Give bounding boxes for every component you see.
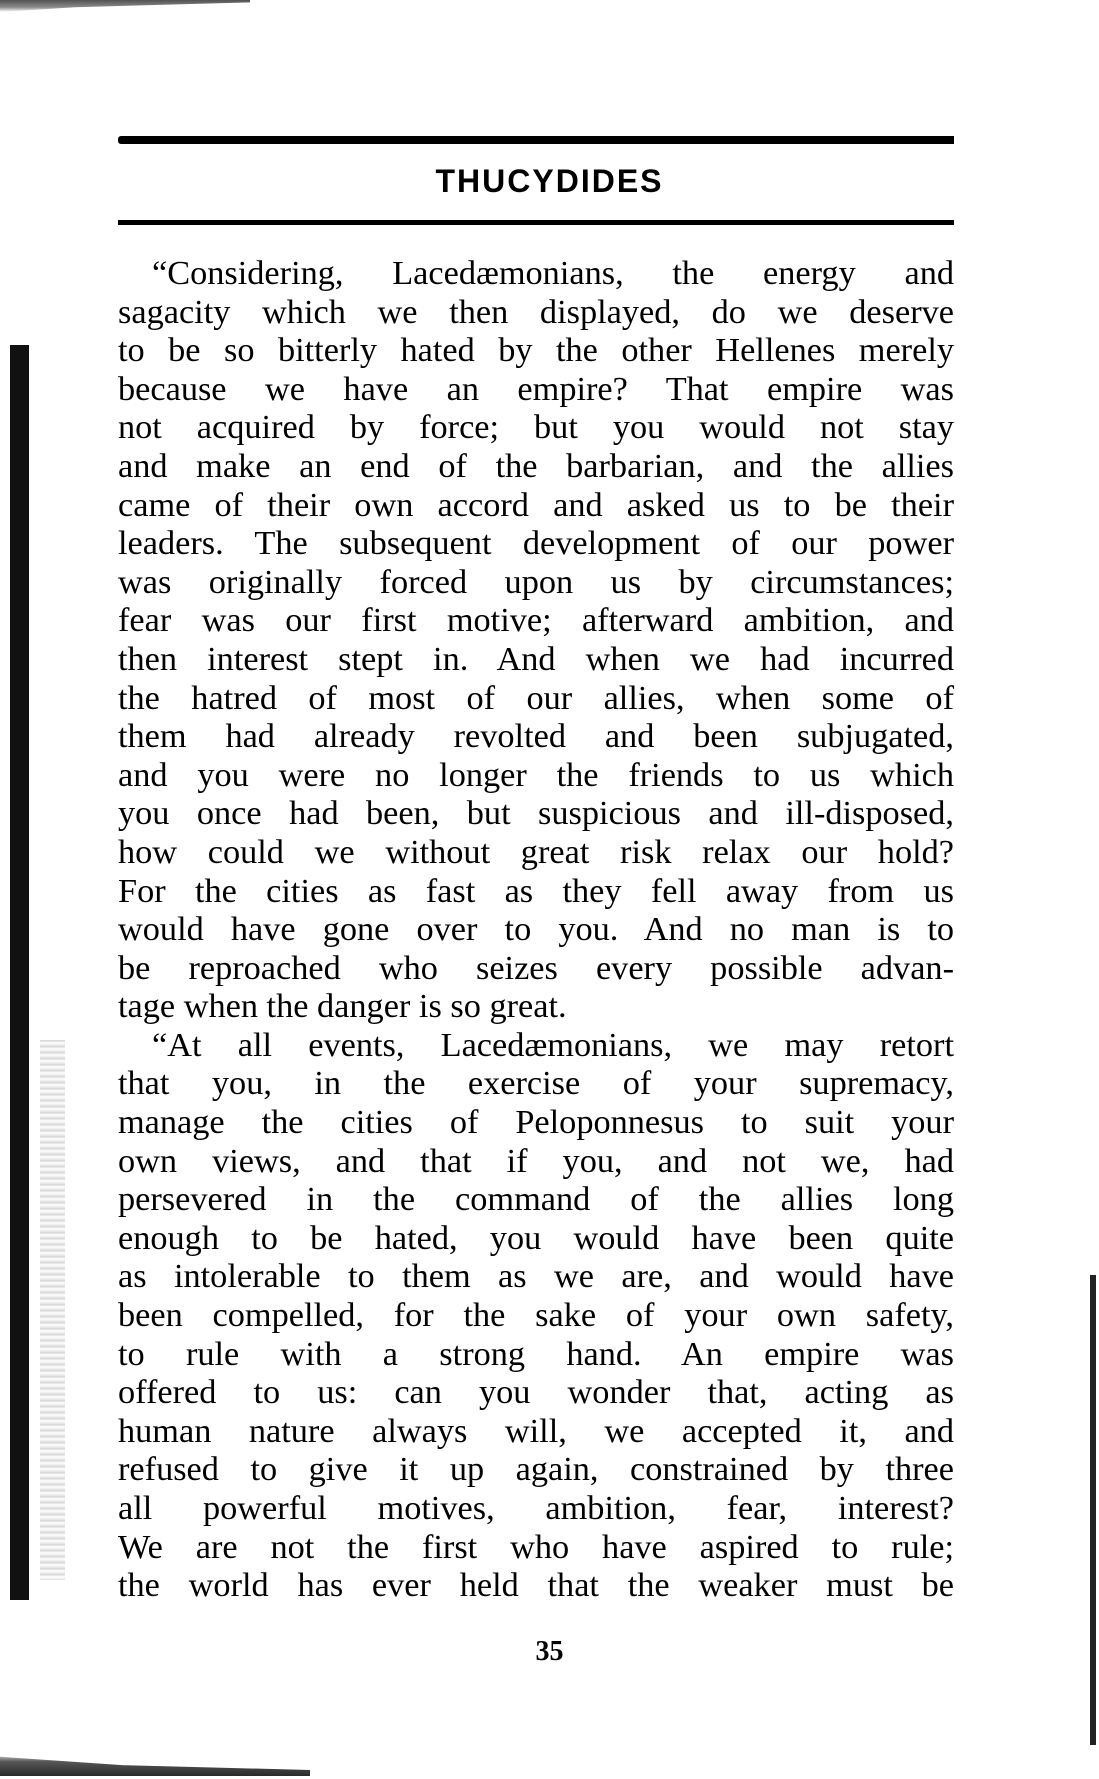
text-line: We are not the first who have aspired to rule; [118,1527,954,1566]
text-line: came of their own accord and asked us to be their [118,485,954,524]
text-line: them had already revolted and been subjugated, [118,717,954,756]
text-line: persevered in the command of the allies long [118,1180,954,1219]
running-head: THUCYDIDES [435,163,664,199]
text-line: the hatred of most of our allies, when some of [118,678,954,717]
text-line: enough to be hated, you would have been quite [118,1218,954,1257]
text-line: be reproached who seizes every possible advan- [118,948,954,987]
text-line: as intolerable to them as we are, and would have [118,1257,954,1296]
text-line: because we have an empire? That empire was [118,369,954,408]
text-line: how could we without great risk relax our hold? [118,832,954,871]
text-line: was originally forced upon us by circumstances; [118,562,954,601]
scan-artifact-right-bar [1090,1275,1096,1745]
text-line: and you were no longer the friends to us which [118,755,954,794]
text-line: “At all events, Lacedæmonians, we may retort [152,1025,954,1064]
text-line: and make an end of the barbarian, and the allies [118,446,954,485]
scan-artifact-top [0,0,250,12]
text-line: leaders. The subsequent development of our power [118,524,954,563]
scan-artifact-left-bar [10,345,29,1600]
header-rule-bottom [118,220,954,225]
text-line: would have gone over to you. And no man is to [118,910,954,949]
text-line: fear was our first motive; afterward ambition, and [118,601,954,640]
page-number: 35 [535,1636,564,1667]
text-line: “Considering, Lacedæmonians, the energy and [152,254,954,292]
text-line: refused to give it up again, constrained by three [118,1450,954,1489]
text-line: that you, in the exercise of your supremacy, [118,1064,954,1103]
paragraph-2 [118,1026,954,1605]
text-line: not acquired by force; but you would not stay [118,408,954,447]
body-text [118,254,954,1605]
text-line: then interest stept in. And when we had incurred [118,639,954,678]
scan-artifact-bottom [0,1752,310,1776]
text-line: to be so bitterly hated by the other Hellenes merely [118,331,954,370]
text-line: all powerful motives, ambition, fear, interest? [118,1489,954,1527]
text-line: you once had been, but suspicious and ill-disposed, [118,794,954,833]
text-line: tage when the danger is so great. [118,987,567,1026]
text-line: to rule with a strong hand. An empire was [118,1334,954,1373]
paragraph-1 [118,254,954,1026]
text-line: been compelled, for the sake of your own safety, [118,1296,954,1335]
text-line: the world has ever held that the weaker must be [118,1566,954,1605]
text-line: offered to us: can you wonder that, acting as [118,1373,954,1412]
header-rule-top [118,136,954,144]
text-line: human nature always will, we accepted it, and [118,1411,954,1450]
text-line: sagacity which we then displayed, do we deserve [118,292,954,331]
text-line: own views, and that if you, and not we, had [118,1141,954,1180]
text-line: manage the cities of Peloponnesus to suit your [118,1103,954,1142]
scan-artifact-left-speckle [40,1040,65,1580]
text-line: For the cities as fast as they fell away from us [118,871,954,910]
